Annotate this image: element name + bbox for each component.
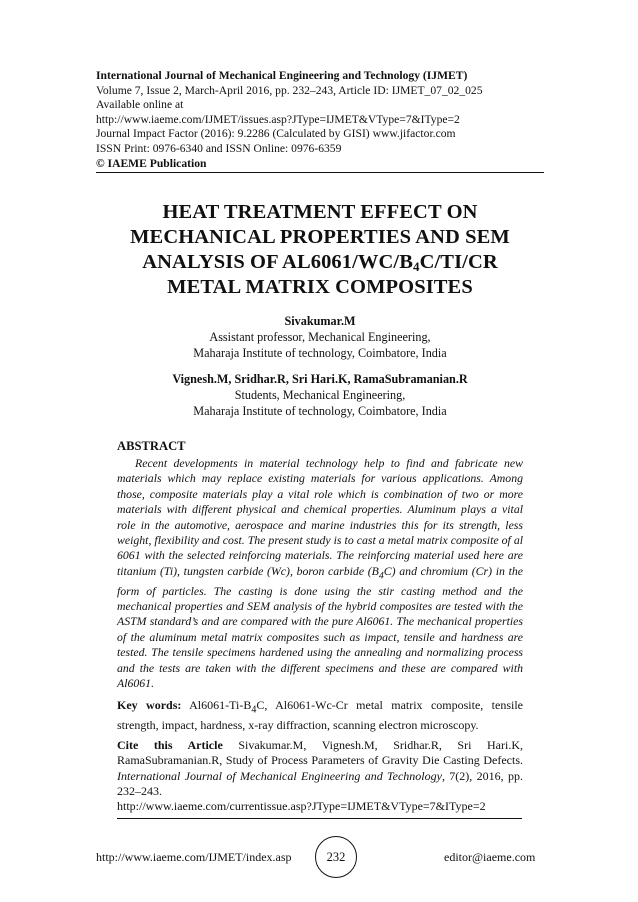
footer-url[interactable]: http://www.iaeme.com/IJMET/index.asp bbox=[96, 850, 292, 864]
abstract-subscript: 4 bbox=[378, 570, 384, 582]
citation bbox=[117, 738, 523, 800]
author-block-1 bbox=[90, 313, 550, 361]
impact-factor: Journal Impact Factor (2016): 9.2286 (Calculated by GISI) www.jifactor.com bbox=[96, 127, 456, 141]
citation-rule bbox=[117, 818, 522, 819]
keywords-text-a: Al6061-Ti-B bbox=[181, 698, 252, 712]
paper-title bbox=[90, 200, 550, 300]
author-institution-2: Maharaja Institute of technology, Coimbatore, India bbox=[193, 404, 447, 418]
cite-authors: Sivakumar.M, Vignesh.M, Sridhar.R, Sri Hari.K, RamaSubramanian.R, Study of Process Parameters of Gravity Die Casting Defects. bbox=[117, 738, 523, 768]
keywords-text-b: C, Al6061-Wc-Cr metal matrix composite, tensile strength, impact, hardness, x-ray diffraction, scanning electron microscopy. bbox=[117, 698, 524, 732]
abstract-part-1: Recent developments in material technology help to find and fabricate new materials which may replace existing materials for various applications. Among those, composite materials play a vital role which is combination of two or more materials with different physical and chemical properties. Aluminum plays a vital role in the automotive, aerospace and marine industries this for its strength, less weight, flexibility and cost. The present study is to cast a metal matrix composite of al 6061 with the selected reinforcing materials. The reinforcing material used here are titanium (Ti), tungsten carbide (Wc), boron carbide (B bbox=[117, 456, 523, 578]
cite-rest: , 7(2), 2016, pp. 232–243. bbox=[117, 768, 523, 799]
keywords-subscript: 4 bbox=[251, 704, 257, 716]
footer-email[interactable]: editor@iaeme.com bbox=[444, 850, 536, 864]
abstract-heading: ABSTRACT bbox=[117, 439, 186, 453]
author-block-2 bbox=[90, 371, 550, 419]
volume-line: Volume 7, Issue 2, March-April 2016, pp. 232–243, Article ID: IJMET_07_02_025 bbox=[96, 83, 483, 97]
title-line-2: MECHANICAL PROPERTIES AND SEM bbox=[130, 226, 510, 248]
abstract-text bbox=[117, 456, 523, 691]
issn-line: ISSN Print: 0976-6340 and ISSN Online: 0976-6359 bbox=[96, 141, 342, 155]
author-role-2: Students, Mechanical Engineering, bbox=[234, 388, 406, 402]
keywords bbox=[117, 698, 523, 734]
cite-label: Cite this Article bbox=[117, 738, 223, 752]
author-role-1: Assistant professor, Mechanical Engineering, bbox=[209, 330, 431, 344]
title-subscript: 4 bbox=[413, 259, 420, 274]
author-name-2: Vignesh.M, Sridhar.R, Sri Hari.K, RamaSubramanian.R bbox=[172, 372, 468, 386]
cite-url[interactable]: http://www.iaeme.com/currentissue.asp?JType=IJMET&VType=7&IType=2 bbox=[117, 799, 486, 813]
author-name-1: Sivakumar.M bbox=[284, 314, 356, 328]
author-institution-1: Maharaja Institute of technology, Coimbatore, India bbox=[193, 346, 447, 360]
title-line-3-a: ANALYSIS OF AL6061/WC/B bbox=[142, 251, 413, 273]
page-number: 232 bbox=[315, 836, 357, 878]
title-line-3-b: C/TI/CR bbox=[419, 251, 498, 273]
header-rule bbox=[96, 172, 544, 173]
abstract-part-2: C) and chromium (Cr) in the form of particles. The casting is done using the stir casting method and the mechanical properties and SEM analysis of the hybrid composites are tested with the ASTM standard’s and are compared with the pure Al6061. The mechanical properties of the aluminum metal matrix composites such as impact, tensile and hardness are tested. The tensile specimens hardened using the annealing and normalizing process and the tests are taken with the different specimens and these are compared with Al6061. bbox=[117, 563, 523, 691]
publisher-line: © IAEME Publication bbox=[96, 156, 207, 170]
journal-url: http://www.iaeme.com/IJMET/issues.asp?JType=IJMET&VType=7&IType=2 bbox=[96, 112, 460, 126]
journal-header bbox=[96, 69, 544, 171]
available-online: Available online at bbox=[96, 98, 184, 112]
title-line-4: METAL MATRIX COMPOSITES bbox=[167, 276, 473, 298]
title-line-3 bbox=[90, 250, 550, 275]
journal-name: International Journal of Mechanical Engineering and Technology (IJMET) bbox=[96, 69, 468, 82]
cite-journal: International Journal of Mechanical Engineering and Technology bbox=[117, 768, 442, 783]
keywords-label: Key words: bbox=[117, 698, 182, 712]
title-line-1: HEAT TREATMENT EFFECT ON bbox=[162, 201, 478, 223]
